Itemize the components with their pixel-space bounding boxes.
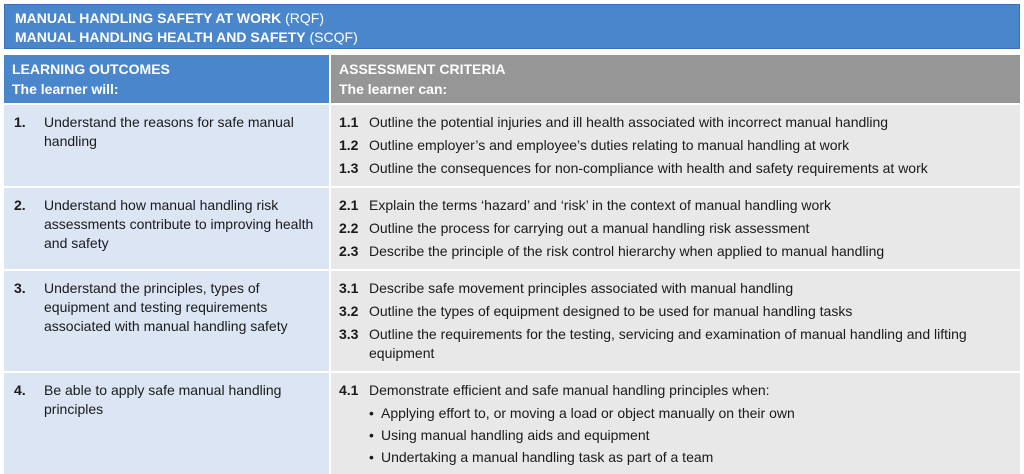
outcome-number: 3. <box>14 280 26 296</box>
table-row <box>4 187 1020 270</box>
criterion-item <box>339 325 1010 363</box>
criterion-item <box>339 196 1010 215</box>
list-item <box>369 448 1010 467</box>
assessment-criteria-subtitle: The learner can: <box>339 81 448 97</box>
criterion-text: Describe the principle of the risk control hierarchy when applied to manual handling <box>369 243 885 259</box>
learning-outcomes-header <box>4 55 330 104</box>
learning-outcomes-subtitle: The learner will: <box>12 81 119 97</box>
criterion-item <box>339 302 1010 321</box>
criterion-item <box>339 219 1010 238</box>
criterion-text: Outline employer’s and employee’s duties relating to manual handling at work <box>369 137 850 153</box>
assessment-criteria-cell <box>330 187 1020 270</box>
criterion-bullet-list <box>339 404 1010 467</box>
criterion-number: 1.1 <box>339 114 359 130</box>
criterion-item <box>339 242 1010 261</box>
table-row <box>4 104 1020 187</box>
criterion-text: Outline the consequences for non-compliance with health and safety requirements at work <box>369 160 928 176</box>
outcome-number: 2. <box>14 197 26 213</box>
outcomes-table <box>4 55 1020 474</box>
bullet-icon: • <box>369 449 374 465</box>
criterion-item <box>339 381 1010 400</box>
title-scqf-suffix: (SCQF) <box>309 29 358 45</box>
qualification-document <box>4 4 1020 474</box>
learning-outcome-cell <box>4 187 330 270</box>
criterion-number: 4.1 <box>339 382 359 398</box>
assessment-criteria-cell <box>330 372 1020 474</box>
criterion-text: Demonstrate efficient and safe manual handling principles when: <box>369 382 770 398</box>
title-banner <box>4 4 1020 49</box>
title-rqf-text: MANUAL HANDLING SAFETY AT WORK <box>15 10 282 26</box>
assessment-criteria-title: ASSESSMENT CRITERIA <box>339 61 506 77</box>
criterion-number: 3.3 <box>339 326 359 342</box>
criterion-number: 1.3 <box>339 160 359 176</box>
title-line-scqf <box>15 28 1009 47</box>
assessment-criteria-header <box>330 55 1020 104</box>
table-header-row <box>4 55 1020 104</box>
bullet-text: Applying effort to, or moving a load or object manually on their own <box>381 405 795 421</box>
title-rqf-suffix: (RQF) <box>285 10 325 26</box>
learning-outcome-cell <box>4 372 330 474</box>
bullet-text: Using manual handling aids and equipment <box>381 427 650 443</box>
criterion-number: 2.2 <box>339 220 359 236</box>
title-scqf-text: MANUAL HANDLING HEALTH AND SAFETY <box>15 29 306 45</box>
criterion-item <box>339 159 1010 178</box>
criterion-item <box>339 113 1010 132</box>
bullet-icon: • <box>369 427 374 443</box>
criterion-text: Describe safe movement principles associated with manual handling <box>369 280 794 296</box>
criterion-text: Explain the terms ‘hazard’ and ‘risk’ in the context of manual handling work <box>369 197 831 213</box>
criterion-number: 3.1 <box>339 280 359 296</box>
list-item <box>369 426 1010 445</box>
outcome-number: 4. <box>14 382 26 398</box>
criterion-text: Outline the process for carrying out a manual handling risk assessment <box>369 220 810 236</box>
criterion-number: 3.2 <box>339 303 359 319</box>
learning-outcome-cell <box>4 104 330 187</box>
outcome-number: 1. <box>14 114 26 130</box>
criterion-number: 2.1 <box>339 197 359 213</box>
assessment-criteria-cell <box>330 104 1020 187</box>
criterion-text: Outline the requirements for the testing, servicing and examination of manual handling and lifting equipment <box>369 326 967 361</box>
criterion-text: Outline the potential injuries and ill health associated with incorrect manual handling <box>369 114 889 130</box>
criterion-text: Outline the types of equipment designed to be used for manual handling tasks <box>369 303 853 319</box>
outcome-text: Be able to apply safe manual handling principles <box>44 382 282 417</box>
assessment-criteria-cell <box>330 270 1020 372</box>
list-item <box>369 404 1010 423</box>
title-line-rqf <box>15 9 1009 28</box>
outcome-text: Understand how manual handling risk assessments contribute to improving health and safety <box>44 197 314 251</box>
bullet-text: Undertaking a manual handling task as part of a team <box>381 449 714 465</box>
criterion-item <box>339 279 1010 298</box>
learning-outcome-cell <box>4 270 330 372</box>
outcome-text: Understand the principles, types of equipment and testing requirements associated with manual handling safety <box>44 280 288 334</box>
outcome-text: Understand the reasons for safe manual handling <box>44 114 294 149</box>
criterion-number: 2.3 <box>339 243 359 259</box>
table-row <box>4 372 1020 474</box>
criterion-number: 1.2 <box>339 137 359 153</box>
learning-outcomes-title: LEARNING OUTCOMES <box>12 61 170 77</box>
table-row <box>4 270 1020 372</box>
criterion-item <box>339 136 1010 155</box>
bullet-icon: • <box>369 405 374 421</box>
